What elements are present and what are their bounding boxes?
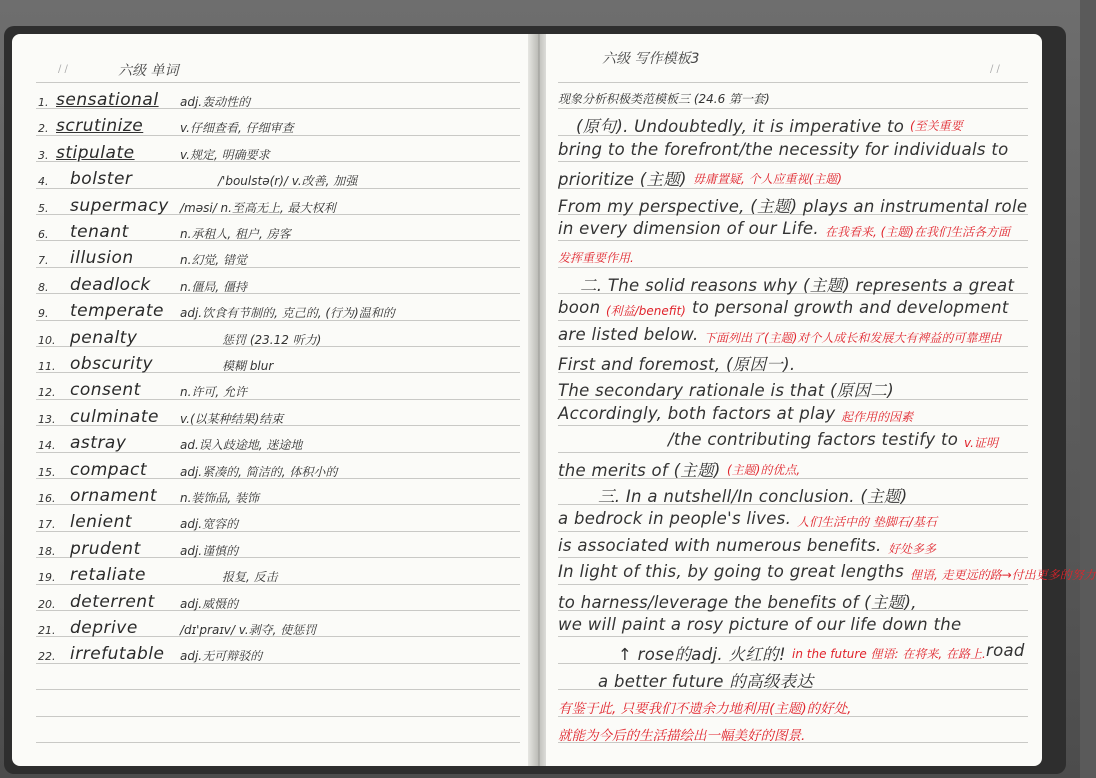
vocab-number: 8. [38,280,49,294]
template-line [546,165,1042,189]
vocab-word: astray [70,433,127,454]
ruled-marks: / / [58,64,68,75]
vocab-definition: n.幻觉, 错觉 [180,253,248,268]
vocab-definition: v.仔细查看, 仔细审查 [180,121,294,136]
vocab-word: illusion [70,248,134,269]
vocab-definition: adj.宽容的 [180,517,239,532]
vocab-entry [12,431,532,455]
ruled-line [36,742,520,743]
vocab-number: 4. [38,175,49,189]
vocab-word: bolster [70,169,133,190]
vocab-definition: n.许可, 允许 [180,385,248,400]
vocab-word: obscurity [70,354,154,374]
vocab-entry [12,537,532,561]
vocab-number: 16. [38,492,56,505]
vocab-number: 5. [38,201,49,215]
vocab-definition: 报复, 反击 [222,570,278,585]
vocab-word: sensational [56,90,159,110]
vocab-word: deadlock [70,274,151,295]
template-line [546,350,1042,374]
vocab-definition: adj.威慑的 [180,596,239,611]
template-text-tail: to personal growth and development [692,298,1009,318]
ruled-line [558,82,1028,83]
annotation-red: 下面列出了(主题)对个人成长和发展大有裨益的可靠理由 [704,330,1002,345]
template-text-tail: road [986,641,1025,661]
vocab-definition: /məsi/ n.至高无上, 最大权利 [180,200,336,215]
vocab-number: 11. [38,360,56,373]
template-text: is associated with numerous benefits. [558,535,882,555]
template-text: From my perspective, (主题) plays an instrumental role [558,196,1028,216]
vocab-entry [12,167,532,191]
template-text: The secondary rationale is that (原因二) [558,381,894,401]
vocab-number: 1. [38,96,49,109]
template-text: prioritize (主题) [558,170,687,190]
ruled-line [36,82,520,83]
vocab-entry [12,563,532,587]
annotation-red: (至关重要 [910,119,963,134]
template-line [546,403,1042,427]
annotation-red: (主题)的优点, [727,462,801,477]
vocab-definition: adj.谨慎的 [180,543,239,558]
ruled-line [36,689,520,690]
template-line [546,376,1042,400]
vocab-word: consent [70,380,141,401]
template-line [546,482,1042,506]
left-page [12,34,532,766]
template-text: a bedrock in people's lives. [558,509,792,529]
vocab-definition: adj.无可辩驳的 [180,649,263,664]
vocab-number: 6. [38,228,49,241]
vocab-number: 2. [38,122,49,136]
annotation-red: in the future 俚语: 在将来, 在路上. [792,647,986,662]
template-text: bring to the forefront/the necessity for individuals to [558,139,1009,159]
template-line [546,112,1042,136]
annotation-red: 发挥重要作用. [558,251,634,266]
vocab-entry [12,299,532,323]
vocab-entry [12,246,532,270]
template-line [546,271,1042,295]
template-line [546,218,1042,242]
vocab-number: 19. [38,571,56,585]
vocab-number: 3. [38,148,49,162]
template-line [546,244,1042,268]
template-line [546,720,1042,744]
vocab-word: compact [70,459,148,480]
vocab-entry [12,326,532,350]
template-text: (原句). Undoubtedly, it is imperative to [576,117,905,137]
vocab-number: 17. [38,518,56,532]
vocab-entry [12,114,532,138]
vocab-definition: /'boulstə(r)/ v.改善, 加强 [218,174,358,189]
vocab-word: deterrent [70,591,155,612]
vocab-word: culminate [70,406,159,427]
template-text: boon [558,298,601,318]
template-line [546,86,1042,110]
vocab-word: irrefutable [70,644,165,665]
annotation-red: 俚语, 走更远的路→付出更多的努力 [910,568,1096,583]
vocab-number: 20. [38,597,56,611]
template-text: In light of this, by going to great lengths [558,562,905,582]
template-line [546,192,1042,216]
template-line [546,429,1042,453]
annotation-red: v.证明 [964,436,998,451]
template-text: 就能为今后的生活描绘出一幅美好的图景. [558,727,806,744]
vocab-entry [12,616,532,640]
vocab-word: retaliate [70,565,147,586]
annotation-red: 毋庸置疑, 个人应重视(主题) [693,172,842,187]
vocab-definition: adj.紧凑的, 简洁的, 体积小的 [180,464,338,479]
vocab-entry [12,141,532,165]
vocab-entry [12,458,532,482]
vocab-definition: 惩罚 (23.12 听力) [222,332,322,347]
vocab-number: 7. [38,254,49,268]
template-text: are listed below. [558,324,699,344]
vocab-definition: 模糊 blur [222,359,274,373]
vocab-entry [12,484,532,508]
left-page-title: 六级 单词 [118,63,179,79]
template-text: in every dimension of our Life. [558,219,819,238]
annotation-red: (利益/benefit) [606,304,686,319]
right-page [546,34,1096,766]
annotation-red: 好处多多 [888,541,937,556]
vocab-number: 9. [38,307,49,321]
vocab-word: tenant [70,222,129,242]
vocab-word: temperate [70,301,164,322]
ruled-marks: / / [990,64,1000,75]
template-text: ↑ rose的adj. 火红的! [618,645,786,665]
template-line [546,667,1042,691]
template-text: 三. In a nutshell/In conclusion. (主题) [598,487,908,506]
vocab-word: stipulate [56,142,135,163]
right-page-title: 六级 写作模板3 [602,51,700,67]
template-line [546,588,1042,612]
vocab-definition: n.僵局, 僵持 [180,279,248,294]
template-text: a better future 的高级表达 [598,671,814,691]
ruled-line [36,716,520,717]
template-text: /the contributing factors testify to [668,430,959,450]
vocab-word: deprive [70,618,138,638]
vocab-number: 10. [38,333,56,347]
template-line [546,614,1042,638]
vocab-number: 18. [38,544,56,558]
template-line [546,456,1042,480]
vocab-word: supermacy [70,195,169,216]
template-line [546,535,1042,559]
template-line [546,297,1042,321]
vocab-entry [12,273,532,297]
annotation-red: 起作用的因素 [841,409,914,424]
vocab-word: lenient [70,512,133,533]
vocab-definition: v.(以某种结果)结束 [180,411,284,426]
vocab-word: penalty [70,327,138,348]
template-text: 现象分析积极类范模板三 (24.6 第一套) [558,92,770,106]
vocab-number: 21. [38,624,56,637]
vocab-definition: adj.轰动性的 [180,95,251,109]
template-text: the merits of (主题) [558,460,721,480]
vocab-definition: n.装饰品, 装饰 [180,491,260,505]
vocab-entry [12,220,532,244]
vocab-entry [12,642,532,666]
vocab-number: 14. [38,439,56,453]
template-line [546,561,1096,585]
template-line [546,139,1042,163]
vocab-entry [12,194,532,218]
vocab-word: ornament [70,486,158,506]
template-text: 二. The solid reasons why (主题) represents a great [580,275,1015,295]
vocab-definition: adj.饮食有节制的, 克己的, (行为)温和的 [180,306,395,321]
vocab-number: 13. [38,412,56,426]
vocab-entry [12,510,532,534]
vocab-word: scrutinize [56,116,144,137]
vocab-number: 12. [38,386,56,400]
vocab-entry [12,88,532,112]
vocab-word: prudent [70,538,141,559]
vocab-entry [12,352,532,376]
template-text: we will paint a rosy picture of our life down the [558,615,962,634]
vocab-entry [12,590,532,614]
template-line [546,324,1042,348]
template-line [546,508,1042,532]
vocab-definition: v.规定, 明确要求 [180,147,270,162]
vocab-definition: /dɪ'praɪv/ v.剥夺, 使惩罚 [180,623,317,637]
template-line [546,693,1042,717]
vocab-number: 22. [38,650,56,664]
template-text: to harness/leverage the benefits of (主题), [558,592,917,612]
template-text: First and foremost, (原因一). [558,355,796,374]
annotation-red: 人们生活中的 垫脚石/基石 [797,515,937,530]
template-text: Accordingly, both factors at play [558,403,836,423]
annotation-red: 在我看来, (主题)在我们生活各方面 [825,225,1010,239]
template-text: 有鉴于此, 只要我们不遗余力地利用(主题)的好处, [558,701,852,718]
template-line [546,640,1042,664]
vocab-number: 15. [38,465,56,479]
vocab-definition: ad.误入歧途地, 迷途地 [180,438,303,453]
vocab-definition: n.承租人, 租户, 房客 [180,227,291,241]
vocab-entry [12,405,532,429]
vocab-entry [12,378,532,402]
